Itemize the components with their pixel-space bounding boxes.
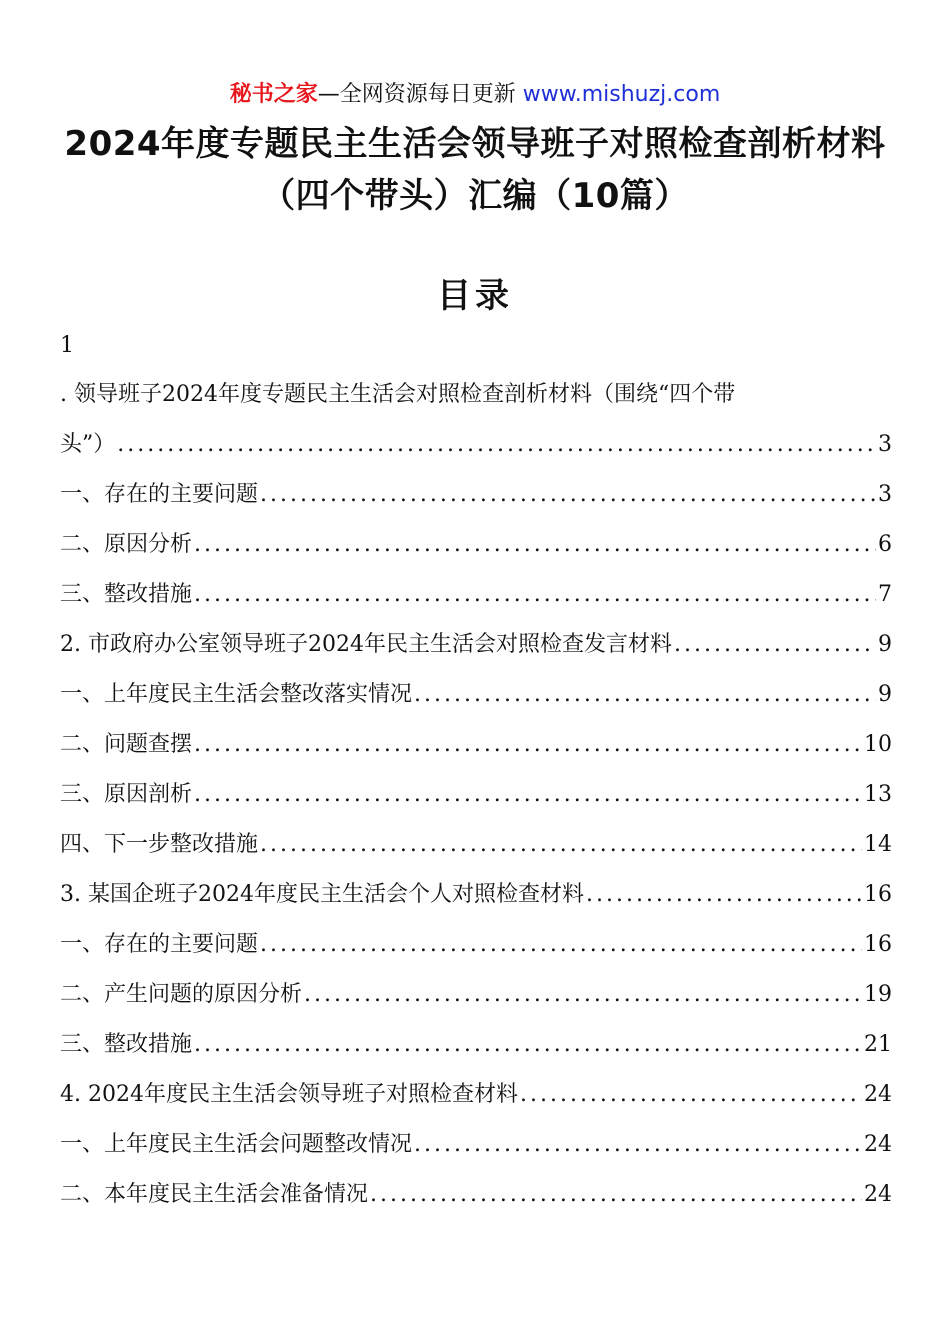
toc-entry-page-number: 14 <box>864 832 892 857</box>
toc-entry-page-number: 24 <box>864 1182 892 1207</box>
toc-entry-page-number: 19 <box>864 982 892 1007</box>
toc-entry-page-number: 16 <box>864 882 892 907</box>
toc-entry-text: 三、整改措施 <box>60 1032 193 1057</box>
toc-entry-text: 二、原因分析 <box>60 532 193 557</box>
toc-entry-page-number: 13 <box>864 782 892 807</box>
toc-entry[interactable] <box>60 720 892 770</box>
toc-entry-page-number: 9 <box>878 682 892 707</box>
toc-dot-leader <box>194 520 876 570</box>
toc-dot-leader <box>414 1120 862 1170</box>
toc-dot-leader <box>260 920 862 970</box>
toc-entry-text: 3. 某国企班子2024年度民主生活会个人对照检查材料 <box>60 882 584 907</box>
toc-dot-leader <box>304 970 862 1020</box>
toc-dot-leader <box>520 1070 862 1120</box>
toc-dot-leader <box>194 1020 862 1070</box>
toc-entry[interactable] <box>60 870 892 920</box>
toc-first-title-line <box>60 370 892 420</box>
toc-entry-page-number: 24 <box>864 1082 892 1107</box>
toc-entry[interactable] <box>60 1120 892 1170</box>
toc-entry[interactable] <box>60 1020 892 1070</box>
toc-heading: 目录 <box>437 276 513 316</box>
document-title-line-1: 2024年度专题民主生活会领导班子对照检查剖析材料 <box>64 124 886 164</box>
toc-entry[interactable] <box>60 470 892 520</box>
toc-entry[interactable] <box>60 620 892 670</box>
toc-dot-leader <box>260 470 876 520</box>
toc-entry-page-number: 3 <box>878 432 892 457</box>
toc-entry-text: 一、上年度民主生活会整改落实情况 <box>60 682 413 707</box>
toc-entry[interactable] <box>60 1170 892 1220</box>
banner-tagline: —全网资源每日更新 <box>317 82 523 107</box>
toc-entry-text: 二、产生问题的原因分析 <box>60 982 303 1007</box>
table-of-contents <box>60 322 892 1220</box>
toc-entry[interactable] <box>60 1070 892 1120</box>
toc-entry[interactable] <box>60 820 892 870</box>
toc-entry[interactable] <box>60 970 892 1020</box>
toc-first-number: 1 <box>60 333 74 358</box>
site-banner <box>0 80 950 110</box>
toc-dot-leader <box>194 720 862 770</box>
toc-entry-text: 一、存在的主要问题 <box>60 482 259 507</box>
document-title-line-2: （四个带头）汇编（10篇） <box>261 176 689 216</box>
toc-entry-text: 二、本年度民主生活会准备情况 <box>60 1182 369 1207</box>
toc-entry[interactable] <box>60 670 892 720</box>
toc-entry[interactable] <box>60 770 892 820</box>
toc-dot-leader <box>194 570 876 620</box>
toc-entry[interactable] <box>60 520 892 570</box>
toc-entry-text: 2. 市政府办公室领导班子2024年民主生活会对照检查发言材料 <box>60 632 672 657</box>
toc-entry-page-number: 6 <box>878 532 892 557</box>
toc-dot-leader <box>586 870 862 920</box>
toc-entry-page-number: 16 <box>864 932 892 957</box>
toc-dot-leader <box>414 670 876 720</box>
document-title <box>30 118 920 222</box>
toc-entry-text: 4. 2024年度民主生活会领导班子对照检查材料 <box>60 1082 518 1107</box>
toc-entries <box>60 420 892 1220</box>
toc-dot-leader <box>260 820 862 870</box>
toc-entry-page-number: 24 <box>864 1132 892 1157</box>
banner-site-link[interactable]: www.mishuzj.com <box>522 82 721 107</box>
toc-entry-text: 三、原因剖析 <box>60 782 193 807</box>
toc-entry[interactable] <box>60 920 892 970</box>
toc-dot-leader <box>194 770 862 820</box>
toc-entry[interactable] <box>60 570 892 620</box>
toc-dot-leader <box>674 620 876 670</box>
toc-entry[interactable] <box>60 420 892 470</box>
toc-entry-text: . 领导班子2024年度专题民主生活会对照检查剖析材料（围绕“四个带 <box>60 382 736 407</box>
toc-dot-leader <box>117 420 876 470</box>
toc-entry-text: 三、整改措施 <box>60 582 193 607</box>
toc-entry-text: 头”） <box>60 432 116 457</box>
toc-entry-page-number: 10 <box>864 732 892 757</box>
toc-entry-page-number: 9 <box>878 632 892 657</box>
toc-entry-page-number: 3 <box>878 482 892 507</box>
banner-brand: 秘书之家 <box>229 82 318 107</box>
toc-entry-text: 一、存在的主要问题 <box>60 932 259 957</box>
toc-entry-text: 二、问题查摆 <box>60 732 193 757</box>
toc-entry-page-number: 7 <box>878 582 892 607</box>
toc-entry-page-number: 21 <box>864 1032 892 1057</box>
toc-dot-leader <box>370 1170 862 1220</box>
toc-entry-text: 四、下一步整改措施 <box>60 832 259 857</box>
toc-entry-text: 一、上年度民主生活会问题整改情况 <box>60 1132 413 1157</box>
